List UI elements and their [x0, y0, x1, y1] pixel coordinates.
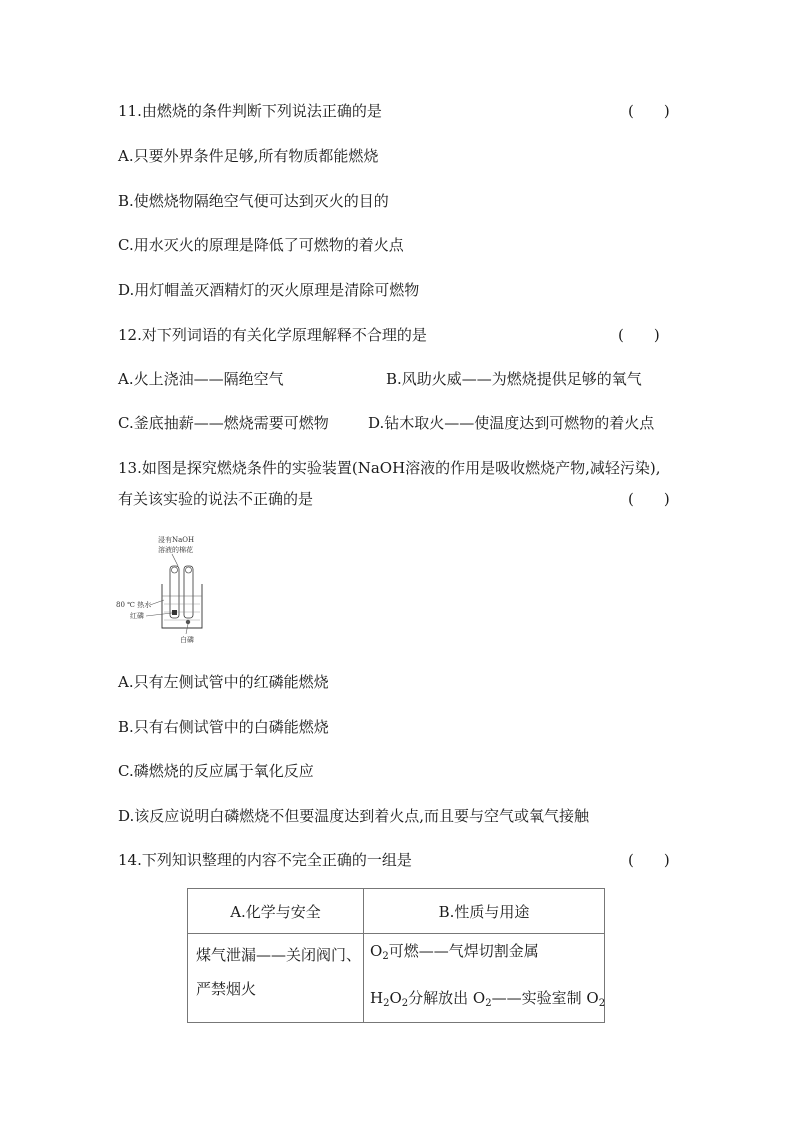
combustion-apparatus-figure [112, 530, 222, 645]
q14-stem: 14.下列知识整理的内容不完全正确的一组是 [118, 851, 412, 869]
right-cotton-plug [186, 567, 192, 573]
q11-option-c: C.用水灭火的原理是降低了可燃物的着火点 [118, 236, 404, 254]
q11-answer-paren: ( ) [628, 102, 670, 120]
q12-stem: 12.对下列词语的有关化学原理解释不合理的是 [118, 326, 427, 344]
label-red-phosphorus: 红磷 [130, 612, 144, 620]
q14-answer-paren: ( ) [628, 851, 670, 869]
apparatus-diagram [112, 530, 222, 645]
q11-stem: 11.由燃烧的条件判断下列说法正确的是 [118, 102, 382, 120]
q11-option-b: B.使燃烧物隔绝空气便可达到灭火的目的 [118, 192, 389, 210]
q11-option-d: D.用灯帽盖灭酒精灯的灭火原理是清除可燃物 [118, 281, 420, 299]
q13-option-c: C.磷燃烧的反应属于氧化反应 [118, 762, 314, 780]
q11-option-a: A.只要外界条件足够,所有物质都能燃烧 [118, 147, 379, 165]
q12-option-c: C.釜底抽薪——燃烧需要可燃物 [118, 414, 329, 432]
q13-option-a: A.只有左侧试管中的红磷能燃烧 [118, 673, 329, 691]
header-property-use: B.性质与用途 [364, 889, 605, 934]
cotton-leader-line [172, 554, 178, 566]
q13-answer-paren: ( ) [628, 490, 670, 508]
table-row [188, 934, 605, 1023]
q13-option-b: B.只有右侧试管中的白磷能燃烧 [118, 718, 329, 736]
q12-answer-paren: ( ) [618, 326, 660, 344]
beaker [162, 584, 202, 628]
cell-property-use [364, 934, 605, 1023]
right-test-tube [184, 566, 193, 618]
table-header-row [188, 889, 605, 934]
label-cotton-line1: 浸有NaOH [158, 536, 195, 544]
label-cotton-line2: 溶液的棉花 [158, 546, 193, 554]
header-chemistry-safety: A.化学与安全 [188, 889, 364, 934]
q13-stem-line2: 有关该实验的说法不正确的是 [118, 490, 314, 508]
gas-leak-line1: 煤气泄漏——关闭阀门、 [196, 946, 362, 964]
q13-stem-line1: 13.如图是探究燃烧条件的实验装置(NaOH溶液的作用是吸收燃烧产物,减轻污染), [118, 459, 661, 477]
red-leader-line [146, 613, 172, 616]
red-phosphorus-sample [172, 610, 177, 615]
label-white-phosphorus: 白磷 [180, 636, 194, 644]
white-leader-line [186, 624, 188, 634]
q12-option-b: B.风助火威——为燃烧提供足够的氧气 [386, 370, 642, 388]
peroxide-use-line: $H_2O_2$分解放出 $O_2——$实验室制 $O_2$ [370, 989, 606, 1009]
gas-leak-line2: 严禁烟火 [196, 980, 257, 998]
q12-option-a: A.火上浇油——隔绝空气 [118, 370, 284, 388]
cell-chemistry-safety [188, 934, 364, 1023]
white-phosphorus-sample [186, 620, 190, 624]
q12-option-d: D.钻木取火——使温度达到可燃物的着火点 [368, 414, 655, 432]
q13-option-d: D.该反应说明白磷燃烧不但要温度达到着火点,而且要与空气或氧气接触 [118, 807, 590, 825]
knowledge-table [187, 888, 605, 1023]
label-hot-water: 80 ℃ 热水 [116, 601, 152, 609]
left-cotton-plug [172, 567, 178, 573]
oxygen-use-line: $O_2$可燃——气焊切割金属 [370, 942, 539, 962]
